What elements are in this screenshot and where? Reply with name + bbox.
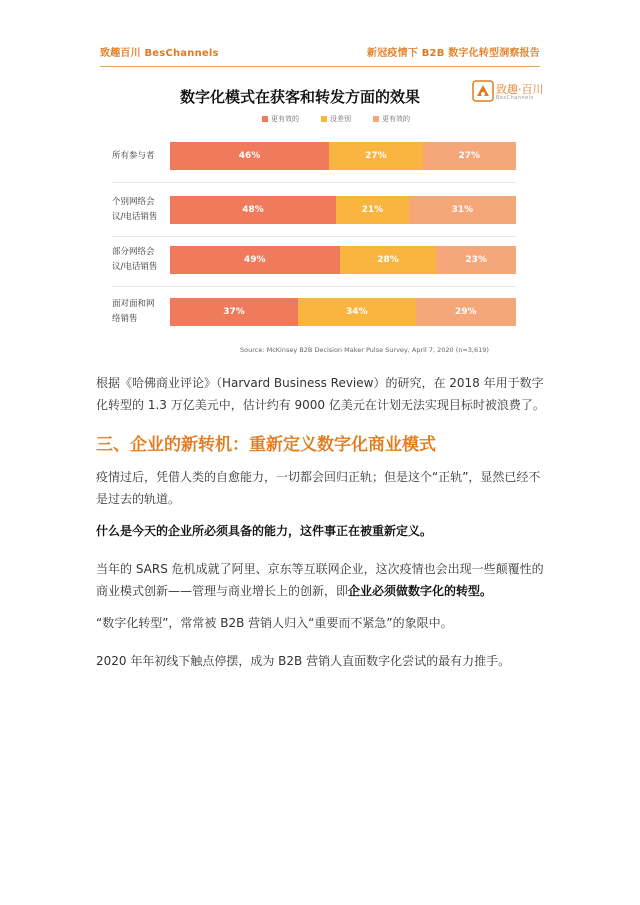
- bar-segment: [340, 246, 437, 274]
- legend-label: 没差别: [330, 115, 351, 123]
- stacked-bar: [170, 246, 516, 274]
- category-label-line: 所有参与者: [112, 150, 155, 161]
- category-label-line: 议/电话销售: [112, 262, 158, 272]
- category-label-line: 部分网络会: [112, 247, 155, 257]
- bar-segment: [170, 196, 336, 224]
- paragraph-sars: [96, 558, 546, 602]
- bar-segment: [170, 142, 329, 170]
- chart-source: Source: McKinsey B2B Decision Maker Pulse Survey, April 7, 2020 (n=3,619): [240, 346, 489, 354]
- category-label-line: 议/电话销售: [112, 212, 158, 222]
- category-label: [112, 297, 174, 327]
- bar-segment: [436, 246, 516, 274]
- page-header: [100, 44, 540, 67]
- chart-legend: [262, 114, 410, 124]
- legend-item: [373, 114, 410, 124]
- bar-segment: [416, 298, 516, 326]
- stacked-bar: [170, 196, 516, 224]
- stacked-bar: [170, 298, 516, 326]
- legend-swatch: [373, 116, 379, 122]
- logo-name: 致趣·百川: [496, 83, 544, 96]
- paragraph-key-question: [96, 520, 546, 542]
- bar-segment: [336, 196, 409, 224]
- header-report-title: 新冠疫情下 B2B 数字化转型洞察报告: [367, 48, 540, 59]
- bar-segment: [170, 246, 340, 274]
- header-brand: 致趣百川 BesChannels: [100, 48, 219, 59]
- row-divider: [112, 236, 516, 237]
- legend-label: 更有效的: [271, 115, 299, 123]
- bold-question: 什么是今天的企业所必须具备的能力，这件事正在被重新定义。: [96, 524, 433, 538]
- section-heading: 三、企业的新转机：重新定义数字化商业模式: [96, 435, 436, 455]
- bar-segment: [298, 298, 416, 326]
- data-label: 49%: [243, 255, 266, 265]
- category-label-line: 络销售: [112, 314, 138, 324]
- data-label: 37%: [223, 307, 245, 317]
- paragraph-research: 根据《哈佛商业评论》（Harvard Business Review）的研究，在 2018 年用于数字化转型的 1.3 万亿美元中，估计约有 9000 亿美元在计划无法实现目标时被浪费了。: [96, 376, 545, 412]
- logo-mark-icon: [472, 80, 494, 102]
- logo-subtitle: BesChannels: [496, 95, 534, 101]
- data-label: 31%: [451, 205, 474, 215]
- data-label: 27%: [365, 151, 387, 161]
- paragraph-driver: 2020 年年初线下触点停摆，成为 B2B 营销人直面数字化尝试的最有力推手。: [96, 654, 511, 668]
- paragraph-quadrant: “数字化转型”，常常被 B2B 营销人归入“重要而不紧急”的象限中。: [96, 616, 453, 630]
- paragraph-recovery: 疫情过后，凭借人类的自愈能力，一切都会回归正轨；但是这个“正轨”，显然已经不是过去的轨道。: [96, 470, 541, 506]
- category-label: [112, 195, 174, 225]
- data-label: 29%: [455, 307, 477, 317]
- data-label: 27%: [458, 151, 481, 161]
- legend-item: [262, 114, 299, 124]
- bar-segment: [409, 196, 516, 224]
- stacked-bar: [170, 142, 516, 170]
- legend-swatch: [262, 116, 268, 122]
- brand-logo: [472, 78, 554, 106]
- sars-bold-text: 企业必须做数字化的转型。: [348, 584, 493, 598]
- category-label: [112, 149, 174, 164]
- data-label: 21%: [361, 205, 384, 215]
- chart-title: 数字化模式在获客和转发方面的效果: [179, 88, 420, 106]
- sars-text: 当年的 SARS 危机成就了阿里、京东等互联网企业，这次疫情也会出现一些颠覆性的商业模式创新——管理与商业增长上的创新，即: [96, 562, 544, 598]
- legend-label: 更有效的: [382, 115, 410, 123]
- bar-segment: [329, 142, 422, 170]
- data-label: 46%: [238, 151, 261, 161]
- bar-segment: [423, 142, 516, 170]
- category-label-line: 面对面和网: [112, 299, 155, 309]
- data-label: 23%: [465, 255, 487, 265]
- row-divider: [112, 286, 516, 287]
- data-label: 28%: [377, 255, 399, 265]
- category-label: [112, 245, 174, 275]
- data-label: 34%: [346, 307, 368, 317]
- legend-swatch: [321, 116, 327, 122]
- legend-item: [321, 114, 351, 124]
- data-label: 48%: [242, 205, 264, 215]
- bar-segment: [170, 298, 298, 326]
- category-label-line: 个别网络会: [112, 197, 155, 207]
- row-divider: [112, 182, 516, 183]
